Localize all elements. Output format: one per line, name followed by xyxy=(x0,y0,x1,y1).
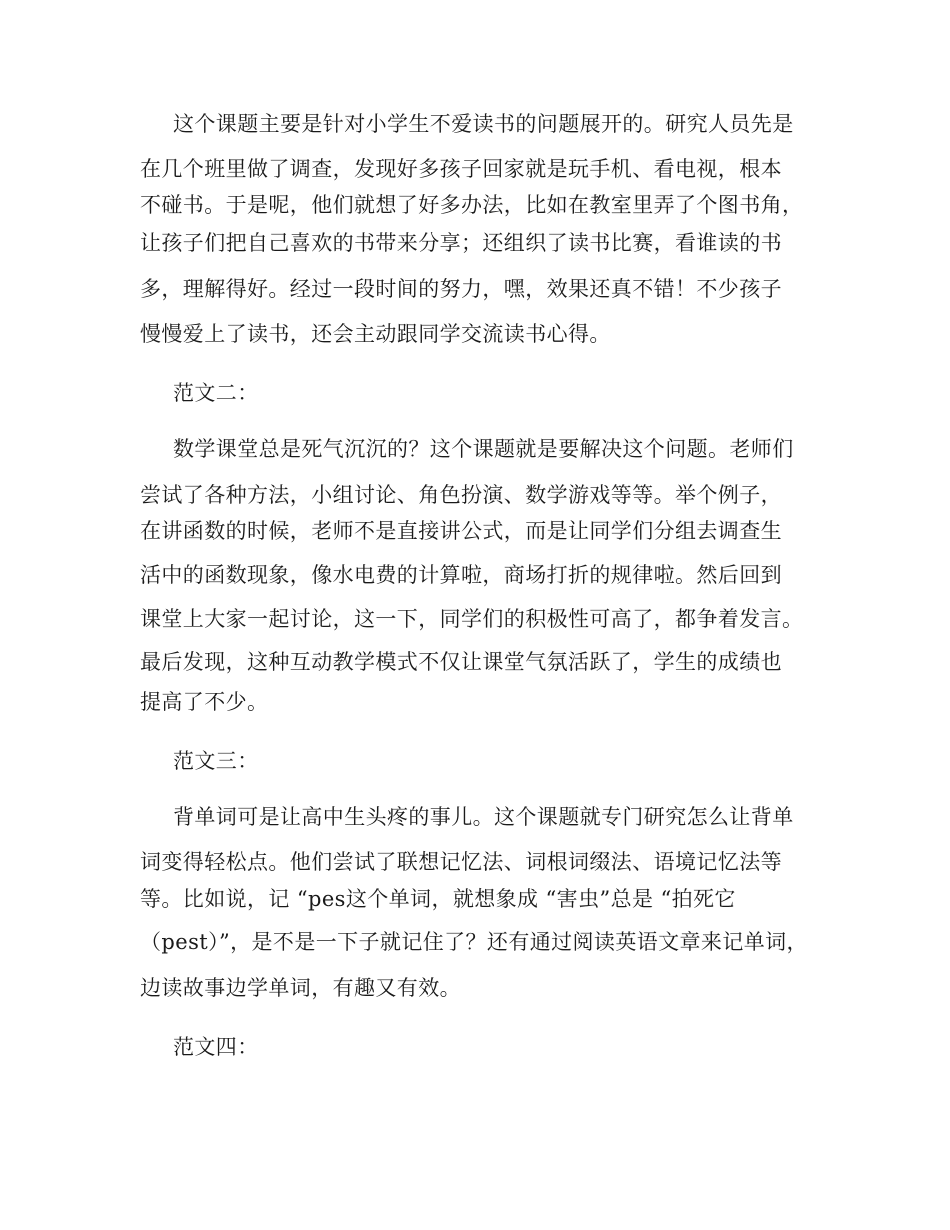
paragraph-1-line-3: 不碰书。于是呢，他们就想了好多办法，比如在教室里弄了个图书角， xyxy=(140,193,804,217)
paragraph-2-line-5: 课堂上大家一起讨论，这一下，同学们的积极性可高了，都争着发言。 xyxy=(140,607,804,631)
paragraph-1-line-2: 在几个班里做了调查，发现好多孩子回家就是玩手机、看电视，根本 xyxy=(140,157,782,181)
paragraph-2-line-3: 在讲函数的时候，老师不是直接讲公式，而是让同学们分组去调查生 xyxy=(140,519,782,543)
paragraph-1-line-1: 这个课题主要是针对小学生不爱读书的问题展开的。研究人员先是 xyxy=(173,112,794,136)
paragraph-2-line-2: 尝试了各种方法，小组讨论、角色扮演、数学游戏等等。举个例子， xyxy=(140,483,782,507)
paragraph-2-line-4: 活中的函数现象，像水电费的计算啦，商场打折的规律啦。然后回到 xyxy=(140,563,782,587)
paragraph-3-line-5: 边读故事边学单词，有趣又有效。 xyxy=(140,976,461,1000)
paragraph-1-line-4: 让孩子们把自己喜欢的书带来分享；还组织了读书比赛，看谁读的书 xyxy=(140,231,782,255)
paragraph-2-line-7: 提高了不少。 xyxy=(140,690,269,714)
paragraph-3-line-2: 词变得轻松点。他们尝试了联想记忆法、词根词缀法、语境记忆法等 xyxy=(140,850,782,874)
paragraph-1-line-5: 多，理解得好。经过一段时间的努力，嘿，效果还真不错！不少孩子 xyxy=(140,277,782,301)
section-heading-3: 范文三： xyxy=(173,749,259,773)
section-heading-4: 范文四： xyxy=(173,1035,259,1059)
paragraph-3-line-4: （pest）”，是不是一下子就记住了？还有通过阅读英语文章来记单词， xyxy=(140,930,808,954)
paragraph-1-line-6: 慢慢爱上了读书，还会主动跟同学交流读书心得。 xyxy=(140,322,611,346)
paragraph-3-line-3: 等。比如说，记 “pes这个单词，就想象成 “害虫”总是 “拍死它 xyxy=(140,887,736,911)
paragraph-2-line-1: 数学课堂总是死气沉沉的？这个课题就是要解决这个问题。老师们 xyxy=(173,437,794,461)
paragraph-2-line-6: 最后发现，这种互动教学模式不仅让课堂气氛活跃了，学生的成绩也 xyxy=(140,650,782,674)
paragraph-3-line-1: 背单词可是让高中生头疼的事儿。这个课题就专门研究怎么让背单 xyxy=(173,805,794,829)
section-heading-2: 范文二： xyxy=(173,381,259,405)
